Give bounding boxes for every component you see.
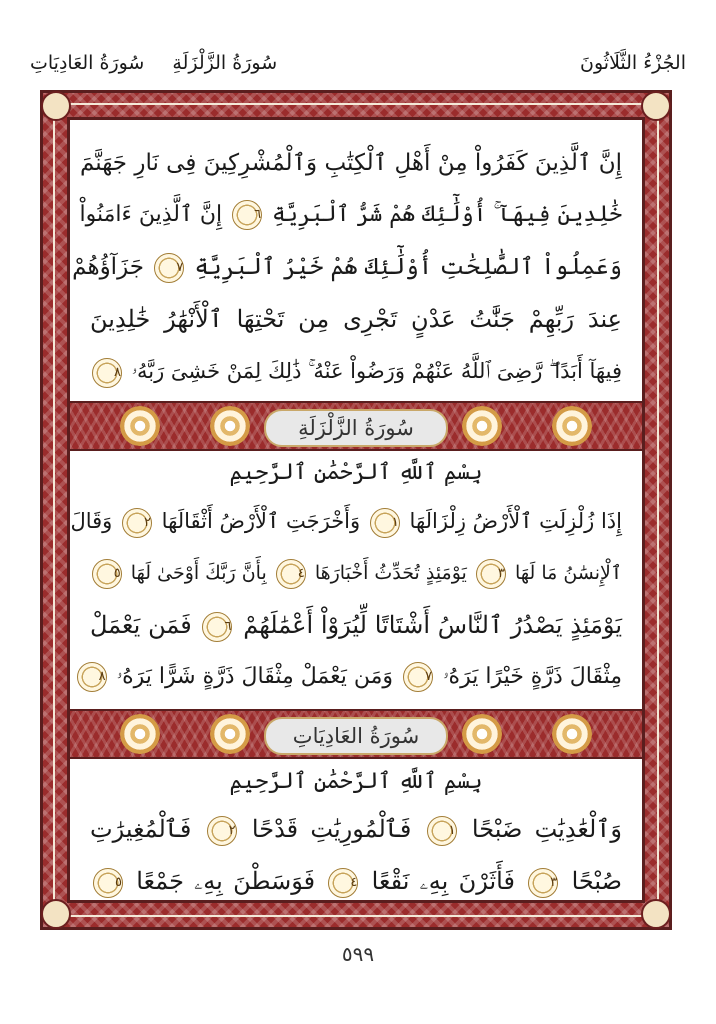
verse-line: ٱلْإِنسَٰنُ مَا لَهَا ٣ يَوْمَئِذٍ تُحَدِّثُ أَخْبَارَهَا ٤ بِأَنَّ رَبَّكَ أَوْحَىٰ لَهَا ٥ [70,556,642,590]
bismillah: بِسْمِ ٱللَّهِ ٱلرَّحْمَٰنِ ٱلرَّحِيمِ [229,769,483,794]
verse-line: إِنَّ ٱلَّذِينَ كَفَرُواْ مِنْ أَهْلِ ٱلْكِتَٰبِ وَٱلْمُشْرِكِينَ فِى نَارِ جَهَنَّمَ [79,150,622,176]
ayah-marker: ١ [427,816,457,846]
ayah-marker: ٤ [276,559,306,589]
verse-line: وَعَمِلُواْ ٱلصَّٰلِحَٰتِ أُوْلَٰٓئِكَ هُمْ خَيْرُ ٱلْبَرِيَّةِ ٧ جَزَآؤُهُمْ [70,250,642,284]
verse-line: إِذَا زُلْزِلَتِ ٱلْأَرْضُ زِلْزَالَهَا ١ وَأَخْرَجَتِ ٱلْأَرْضُ أَثْقَالَهَا ٢ وَقَالَ [70,504,642,538]
page-number: ٥٩٩ [341,942,375,966]
corner-ornament-icon [641,899,671,929]
rosette-icon [462,714,502,754]
ayah-marker: ٧ [403,662,433,692]
ayah-marker: ١ [370,508,400,538]
ayah-marker: ٢ [122,508,152,538]
sura-title: سُورَةُ العَادِيَاتِ [264,717,448,755]
sura-name-right: سُورَةُ الزَّلْزَلَةِ [172,52,278,74]
ayah-marker: ٥ [92,559,122,589]
verse-line: يَوْمَئِذٍ يَصْدُرُ ٱلنَّاسُ أَشْتَاتًا لِّيُرَوْاْ أَعْمَٰلَهُمْ ٦ فَمَن يَعْمَلْ [70,608,642,642]
corner-ornament-icon [41,899,71,929]
ornamental-frame [40,90,672,930]
verse-line: مِثْقَالَ ذَرَّةٍ خَيْرًا يَرَهُۥ ٧ وَمَن يَعْمَلْ مِثْقَالَ ذَرَّةٍ شَرًّا يَرَهُۥ ٨ [70,660,642,694]
ayah-marker: ٥ [93,868,123,898]
verse-line: فِيهَآ أَبَدًا ۖ رَّضِىَ ٱللَّهُ عَنْهُمْ وَرَضُواْ عَنْهُ ۚ ذَٰلِكَ لِمَنْ خَشِىَ رَبَّهُۥ ٨ [70,354,642,388]
rosette-icon [462,406,502,446]
ayah-marker: ٦ [202,612,232,642]
bismillah: بِسْمِ ٱللَّهِ ٱلرَّحْمَٰنِ ٱلرَّحِيمِ [229,460,483,485]
sura-title: سُورَةُ الزَّلْزَلَةِ [264,409,448,447]
verse-line: صُبْحًا ٣ فَأَثَرْنَ بِهِۦ نَقْعًا ٤ فَوَسَطْنَ بِهِۦ جَمْعًا ٥ [70,864,642,898]
verse-line: خَٰلِدِينَ فِيهَآ ۚ أُوْلَٰٓئِكَ هُمْ شَرُّ ٱلْبَرِيَّةِ ٦ إِنَّ ٱلَّذِينَ ءَامَنُواْ [70,198,642,232]
text-area [67,117,645,903]
rosette-icon [120,714,160,754]
verse-line: عِندَ رَبِّهِمْ جَنَّٰتُ عَدْنٍ تَجْرِى مِن تَحْتِهَا ٱلْأَنْهَٰرُ خَٰلِدِينَ [90,305,622,333]
verse-line: وَٱلْعَٰدِيَٰتِ ضَبْحًا ١ فَٱلْمُورِيَٰتِ قَدْحًا ٢ فَٱلْمُغِيرَٰتِ [70,812,642,846]
rosette-icon [120,406,160,446]
page-header [30,52,686,86]
juz-label: الجُزْءُ الثَّلَاثُونَ [580,52,686,74]
rosette-icon [552,406,592,446]
ayah-marker: ٣ [476,559,506,589]
rosette-icon [552,714,592,754]
ayah-marker: ٤ [328,868,358,898]
corner-ornament-icon [641,91,671,121]
ayah-marker: ٢ [207,816,237,846]
ayah-marker: ٨ [77,662,107,692]
ayah-marker: ٨ [92,358,122,388]
rosette-icon [210,406,250,446]
sura-header-band [70,709,642,759]
sura-names [30,52,277,74]
sura-name-left: سُورَةُ العَادِيَاتِ [30,52,145,74]
ayah-marker: ٣ [528,868,558,898]
ayah-marker: ٧ [154,253,184,283]
sura-header-band [70,401,642,451]
ayah-marker: ٦ [232,200,262,230]
rosette-icon [210,714,250,754]
